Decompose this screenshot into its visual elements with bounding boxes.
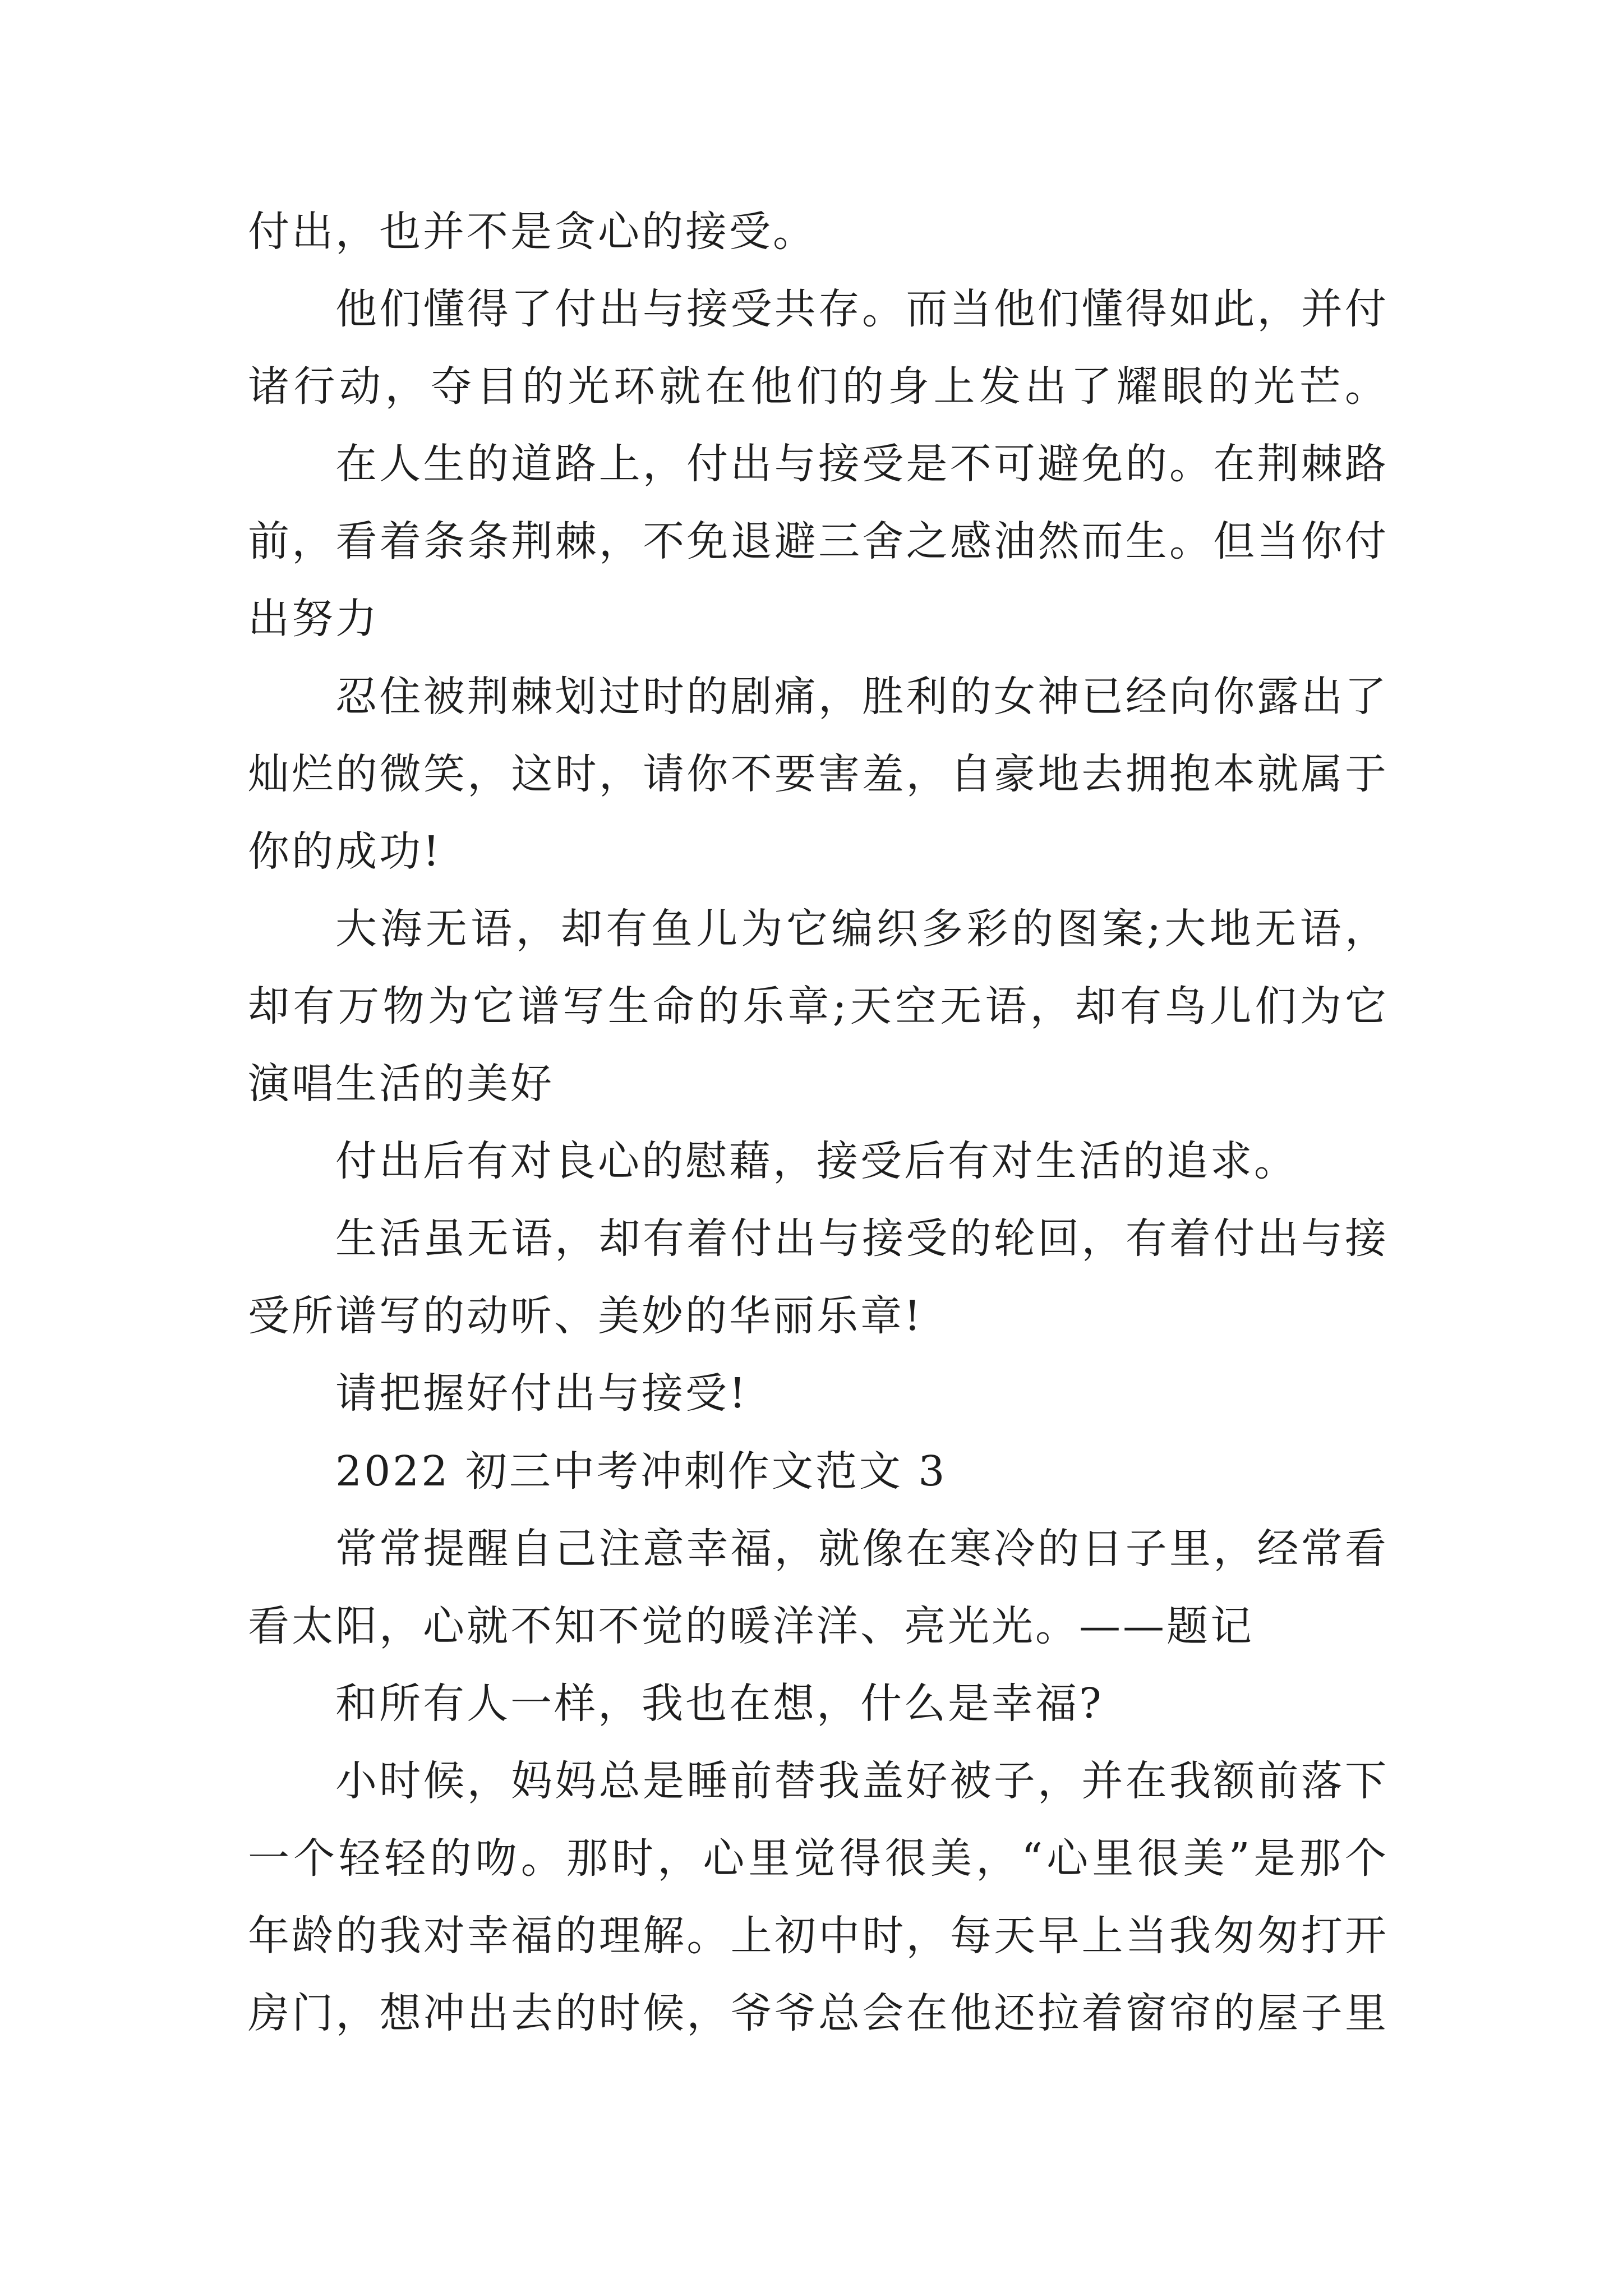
text-line: 却有万物为它谱写生命的乐章;天空无语，却有鸟儿们为它 — [248, 982, 1386, 1030]
text-line: 请把握好付出与接受! — [335, 1369, 748, 1418]
text-line: 灿烂的微笑，这时，请你不要害羞，自豪地去拥抱本就属于 — [248, 750, 1386, 798]
text-line: 你的成功! — [248, 827, 442, 876]
text-line: 付出，也并不是贪心的接受。 — [248, 208, 817, 256]
text-line: 大海无语，却有鱼儿为它编织多彩的图案;大地无语， — [335, 905, 1386, 953]
text-line: 小时候，妈妈总是睡前替我盖好被子，并在我额前落下 — [335, 1757, 1386, 1805]
text-line: 一个轻轻的吻。那时，心里觉得很美，“心里很美”是那个 — [248, 1834, 1386, 1883]
text-line: 前，看着条条荆棘，不免退避三舍之感油然而生。但当你付 — [248, 517, 1386, 565]
text-line: 演唱生活的美好 — [248, 1060, 554, 1108]
text-line: 出努力 — [248, 595, 379, 643]
text-line: 常常提醒自己注意幸福，就像在寒冷的日子里，经常看 — [335, 1525, 1386, 1573]
text-line: 生活虽无语，却有着付出与接受的轮回，有着付出与接 — [335, 1214, 1386, 1263]
section-heading: 2022 初三中考冲刺作文范文 3 — [335, 1447, 947, 1496]
text-line: 付出后有对良心的慰藉，接受后有对生活的追求。 — [335, 1137, 1298, 1185]
text-line: 他们懂得了付出与接受共存。而当他们懂得如此，并付 — [335, 285, 1386, 333]
text-line: 在人生的道路上，付出与接受是不可避免的。在荆棘路 — [335, 440, 1386, 488]
text-line: 诸行动，夺目的光环就在他们的身上发出了耀眼的光芒。 — [248, 362, 1386, 411]
text-line: 忍住被荆棘划过时的剧痛，胜利的女神已经向你露出了 — [335, 673, 1386, 721]
text-line: 房门，想冲出去的时候，爷爷总会在他还拉着窗帘的屋子里 — [248, 1989, 1386, 2037]
text-line: 年龄的我对幸福的理解。上初中时，每天早上当我匆匆打开 — [248, 1912, 1386, 1960]
text-line: 受所谱写的动听、美妙的华丽乐章! — [248, 1292, 923, 1340]
text-line: 看太阳，心就不知不觉的暖洋洋、亮光光。——题记 — [248, 1602, 1254, 1650]
text-line: 和所有人一样，我也在想，什么是幸福? — [335, 1680, 1104, 1728]
